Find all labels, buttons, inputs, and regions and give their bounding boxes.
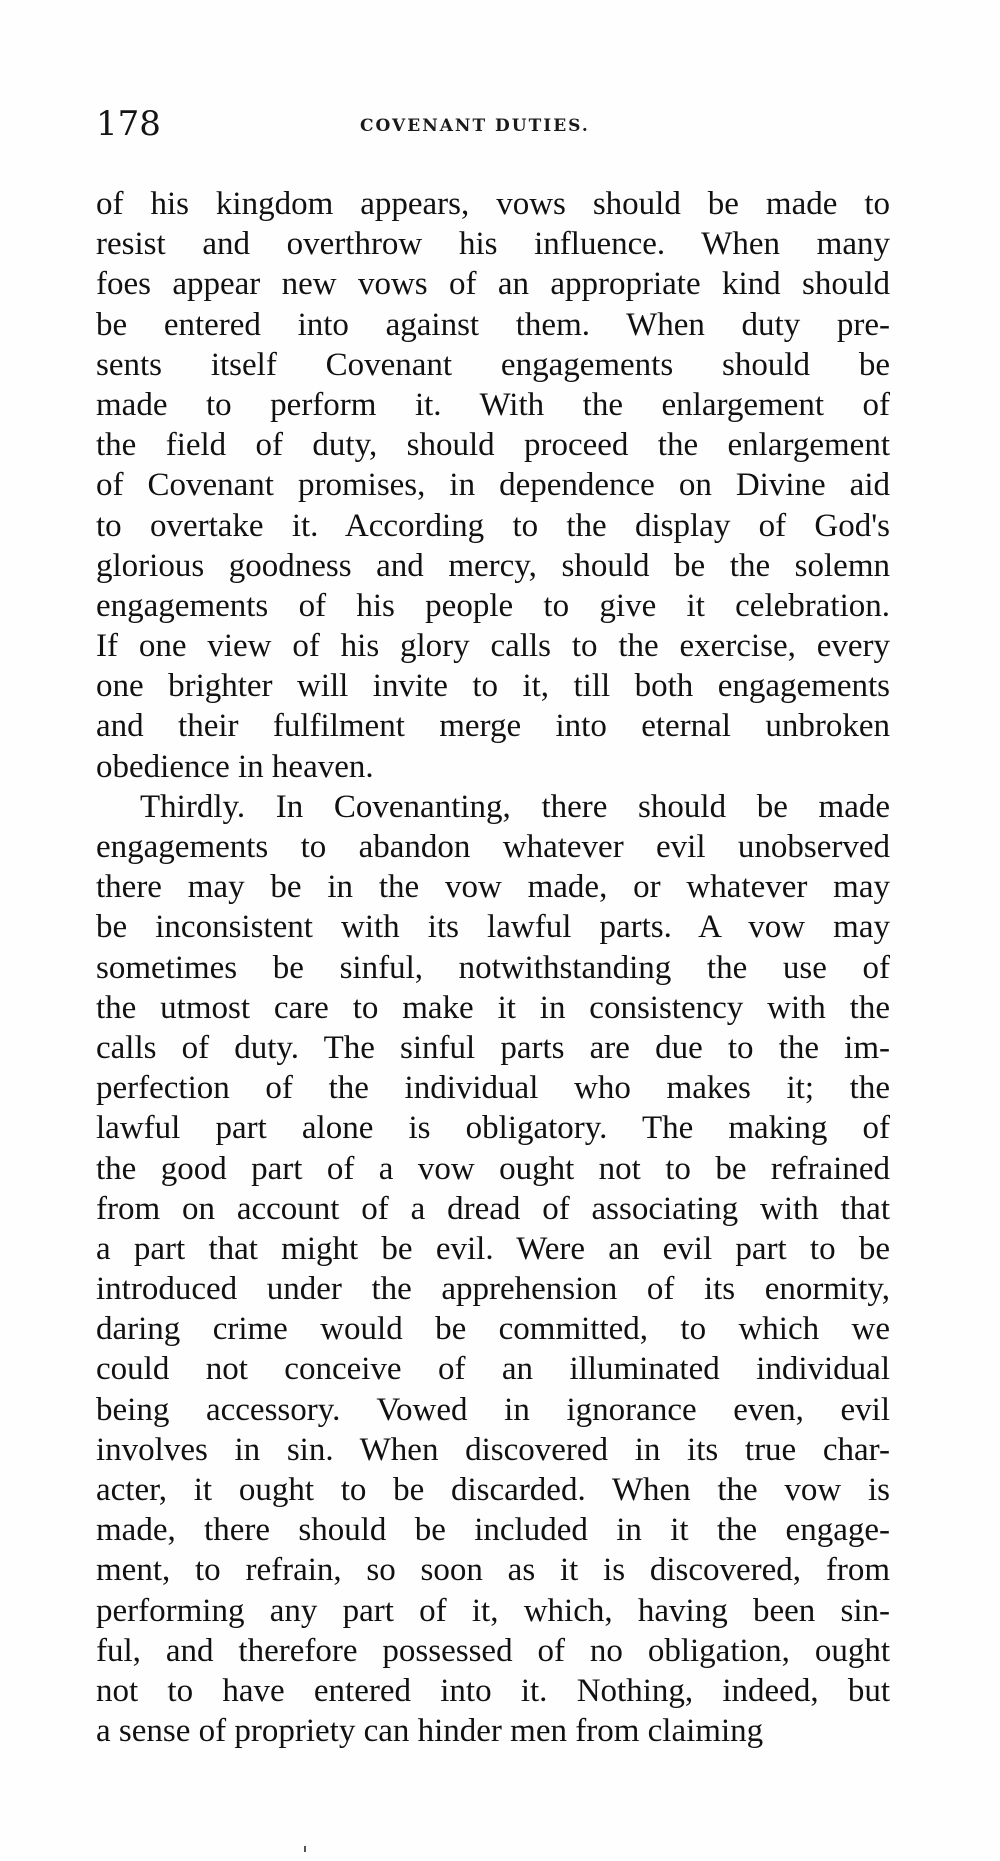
text-line: Thirdly. In Covenanting, there should be made [140, 788, 890, 825]
text-line: a part that might be evil. Were an evil part to be [96, 1230, 890, 1267]
text-line: of his kingdom appears, vows should be made to [96, 186, 890, 222]
text-line: not to have entered into it. Nothing, indeed, but [96, 1672, 890, 1709]
text-line: daring crime would be committed, to which we [96, 1311, 890, 1348]
text-line: there may be in the vow made, or whatever may [96, 869, 890, 906]
text-line: being accessory. Vowed in ignorance even, evil [96, 1391, 890, 1428]
text-line: the utmost care to make it in consistency with the [96, 989, 890, 1026]
text-line: engagements of his people to give it celebration. [96, 587, 890, 624]
body-text [96, 184, 890, 1751]
text-line: glorious goodness and mercy, should be the solemn [96, 547, 890, 584]
text-line: ment, to refrain, so soon as it is discovered, from [96, 1552, 890, 1589]
text-line: lawful part alone is obligatory. The making of [96, 1110, 890, 1147]
running-title: COVENANT DUTIES. [360, 116, 590, 136]
text-line: the good part of a vow ought not to be refrained [96, 1150, 890, 1187]
text-line: a sense of propriety can hinder men from claiming [96, 1713, 764, 1750]
page-number: 178 [96, 104, 161, 144]
text-line: sents itself Covenant engagements should be [96, 346, 890, 383]
text-line: made, there should be included in it the engage- [96, 1512, 890, 1549]
text-line: obedience in heaven. [96, 748, 374, 785]
text-line: of Covenant promises, in dependence on Divine aid [96, 467, 890, 504]
text-line: one brighter will invite to it, till both engagements [96, 668, 890, 705]
footer-mark [304, 1846, 306, 1852]
text-line: foes appear new vows of an appropriate kind should [96, 266, 890, 303]
paragraph-2 [96, 787, 890, 1752]
text-line: ful, and therefore possessed of no obligation, ought [96, 1632, 890, 1669]
text-line: from on account of a dread of associating with that [96, 1190, 890, 1227]
text-line: be entered into against them. When duty pre- [96, 306, 890, 343]
text-line: performing any part of it, which, having been sin- [96, 1592, 890, 1629]
text-line: to overtake it. According to the display of God's [96, 507, 890, 544]
text-line: introduced under the apprehension of its enormity, [96, 1271, 890, 1308]
text-line: be inconsistent with its lawful parts. A vow may [96, 909, 890, 946]
text-line: engagements to abandon whatever evil unobserved [96, 829, 890, 865]
text-line: and their fulfilment merge into eternal unbroken [96, 708, 890, 745]
text-line: calls of duty. The sinful parts are due to the im- [96, 1029, 890, 1066]
text-line: sometimes be sinful, notwithstanding the use of [96, 949, 890, 986]
text-line: involves in sin. When discovered in its true char- [96, 1431, 890, 1468]
page-header [96, 104, 896, 144]
text-line: If one view of his glory calls to the exercise, every [96, 628, 890, 665]
text-line: could not conceive of an illuminated individual [96, 1351, 890, 1388]
paragraph-1 [96, 184, 890, 787]
text-line: perfection of the individual who makes it; the [96, 1070, 890, 1107]
text-line: acter, it ought to be discarded. When the vow is [96, 1472, 890, 1508]
text-line: resist and overthrow his influence. When many [96, 226, 890, 263]
text-line: the field of duty, should proceed the enlargement [96, 427, 890, 464]
text-line: made to perform it. With the enlargement of [96, 386, 890, 423]
